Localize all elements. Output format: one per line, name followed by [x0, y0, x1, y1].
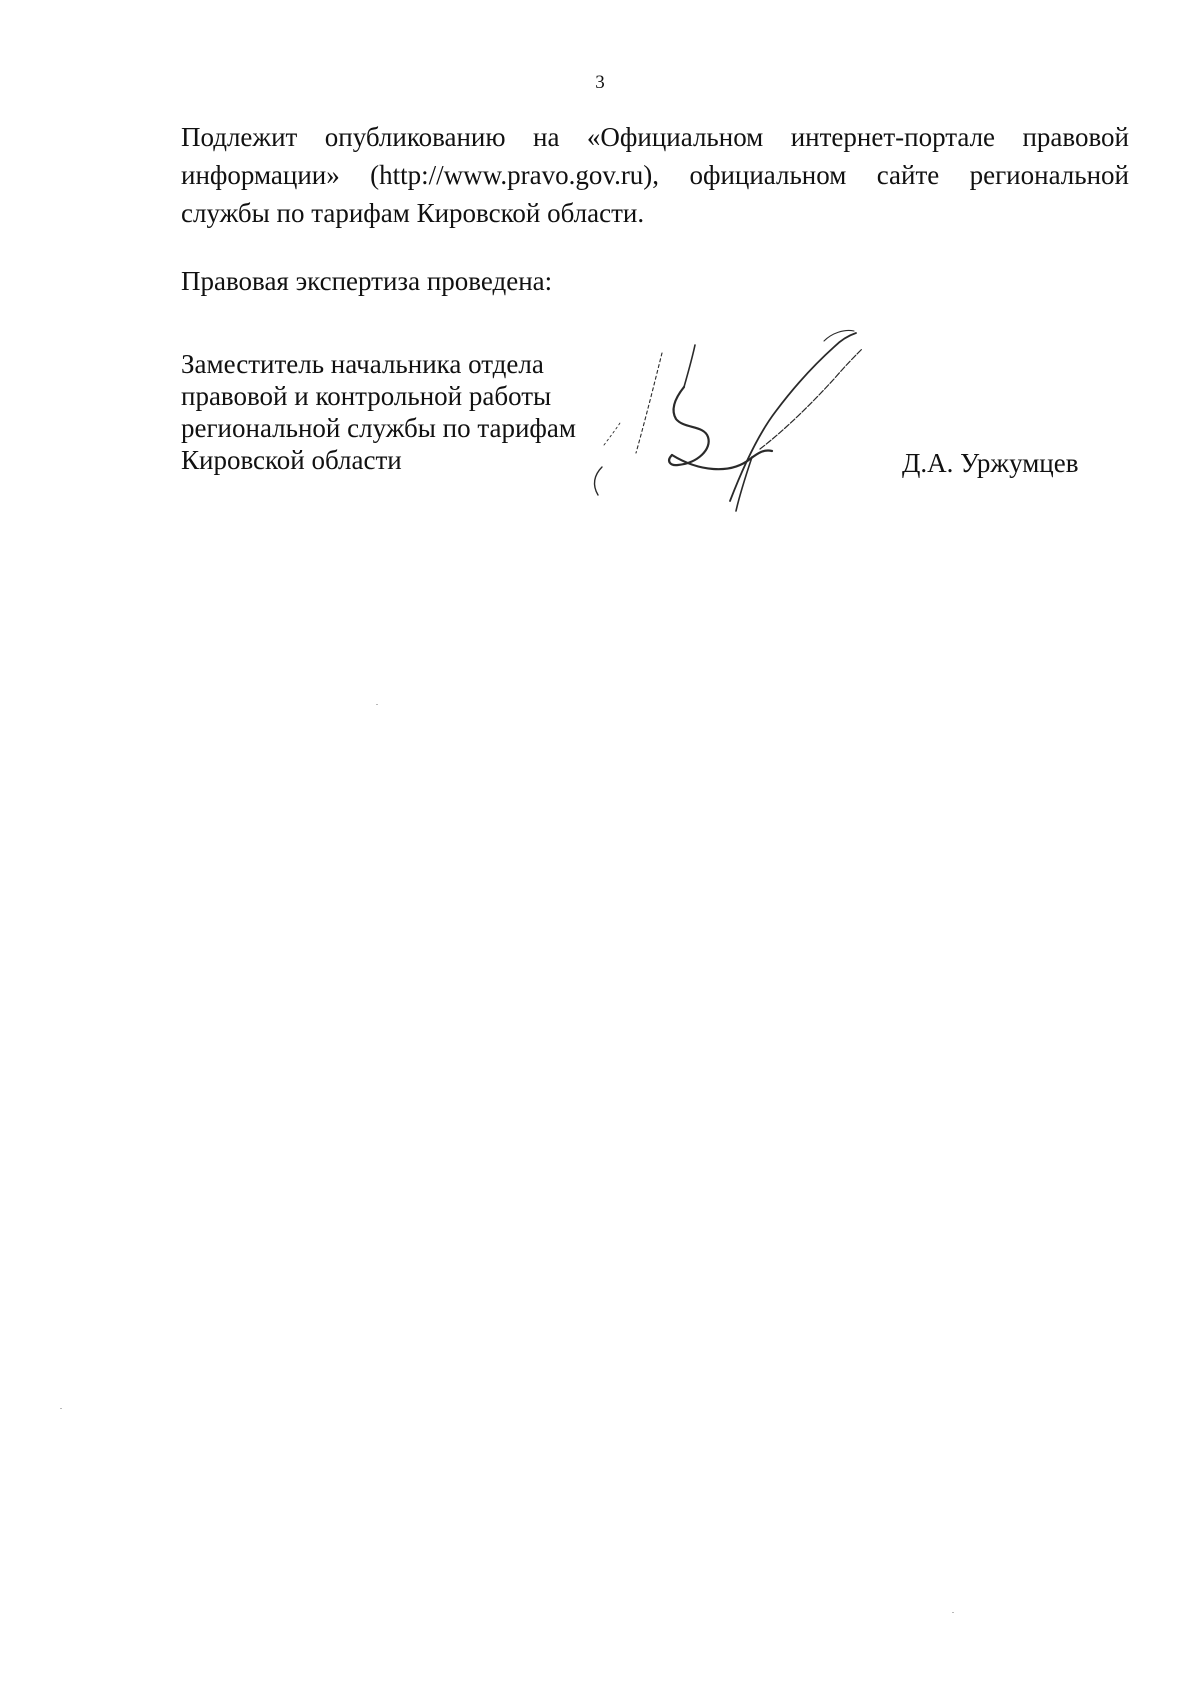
publication-line: службы по тарифам Кировской области.: [181, 198, 645, 228]
signer-position: [181, 348, 576, 476]
signer-position-line: правовой и контрольной работы: [181, 381, 552, 411]
scan-speck: [60, 1408, 62, 1409]
legal-expertise-label: Правовая экспертиза проведена:: [181, 266, 553, 296]
publication-line: Подлежит опубликованию на «Официальном интернет-портале правовой: [181, 122, 1129, 152]
scan-speck: [952, 1612, 954, 1613]
signer-name: Д.А. Уржумцев: [902, 448, 1079, 478]
handwritten-signature: [580, 325, 900, 515]
signer-position-line: Заместитель начальника отдела: [181, 349, 544, 379]
scan-speck: [376, 704, 378, 705]
page-number: 3: [595, 72, 605, 93]
publication-notice: [181, 118, 1129, 232]
publication-line: информации» (http://www.pravo.gov.ru), официальном сайте региональной: [181, 160, 1129, 190]
signer-position-line: Кировской области: [181, 445, 402, 475]
signer-position-line: региональной службы по тарифам: [181, 413, 576, 443]
